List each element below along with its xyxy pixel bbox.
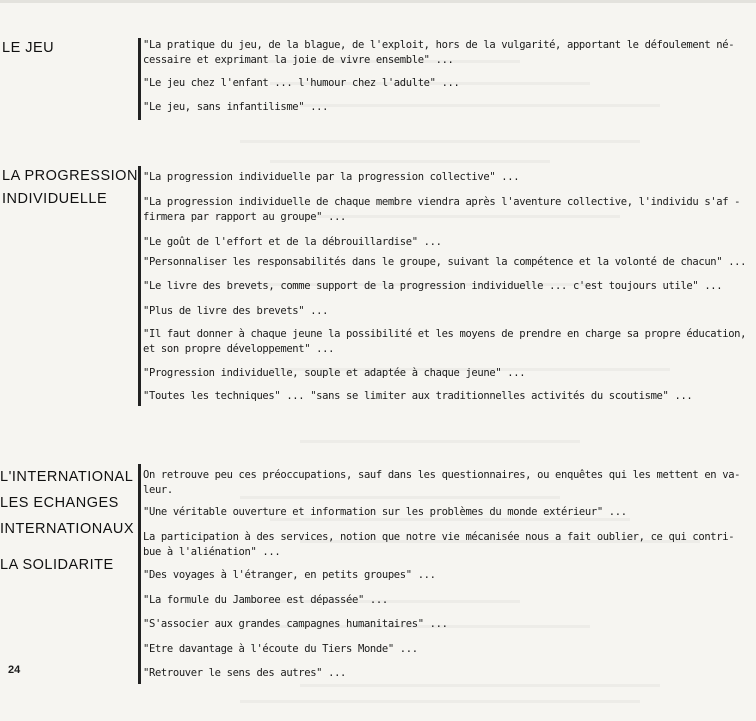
quote: [143, 530, 734, 560]
show-through-line: [270, 160, 550, 163]
section-bracket: [138, 38, 141, 120]
show-through-line: [300, 104, 660, 107]
heading-line: LA SOLIDARITE: [0, 557, 114, 573]
quote: [143, 642, 418, 657]
quote-line: "Une véritable ouverture et information sur les problèmes du monde extérieur" ...: [143, 506, 627, 518]
quote: [143, 170, 519, 185]
quote-line: "Personnaliser les responsabilités dans le groupe, suivant la compétence et la volonté de chacun" ...: [143, 256, 747, 268]
quote-line: "Progression individuelle, souple et adaptée à chaque jeune" ...: [143, 367, 526, 379]
quote-line: "Des voyages à l'étranger, en petits groupes" ...: [143, 569, 436, 581]
heading-line: INDIVIDUELLE: [2, 191, 108, 207]
quote: [143, 327, 746, 357]
heading-line: LES ECHANGES: [0, 495, 119, 511]
quote-line: "La formule du Jamboree est dépassée" ...: [143, 594, 388, 606]
quote-line: "Toutes les techniques" ... "sans se limiter aux traditionnelles activités du scoutisme" ...: [143, 390, 693, 402]
show-through-line: [300, 440, 580, 443]
quote: [143, 100, 328, 115]
section-bracket: [138, 166, 141, 406]
heading-line: LE JEU: [2, 40, 55, 56]
quote-line: "Etre davantage à l'écoute du Tiers Monde" ...: [143, 643, 418, 655]
show-through-line: [300, 684, 660, 687]
quote-line: cessaire et exprimant la joie de vivre ensemble" ...: [143, 54, 454, 66]
quote-line: "S'associer aux grandes campagnes humanitaires" ...: [143, 618, 448, 630]
quote: [143, 617, 448, 632]
quote-line: "Le jeu chez l'enfant ... l'humour chez l'adulte" ...: [143, 77, 460, 89]
quote: [143, 505, 627, 520]
quote: [143, 38, 734, 68]
quote-line: "La pratique du jeu, de la blague, de l'exploit, hors de la vulgarité, apportant le défoulement né-: [143, 39, 735, 51]
quote-line: leur.: [143, 484, 173, 496]
heading-line: INTERNATIONAUX: [0, 521, 135, 537]
quote-line: firmera par rapport au groupe" ...: [143, 211, 347, 223]
quote: [143, 666, 346, 681]
quote-line: et son propre développement" ...: [143, 343, 335, 355]
page-number: 24: [8, 664, 21, 676]
quote-line: "Il faut donner à chaque jeune la possibilité et les moyens de prendre en charge sa propre éducation,: [143, 328, 747, 340]
quote: [143, 468, 740, 498]
top-edge: [0, 0, 756, 3]
quote: [143, 76, 460, 91]
quote-line: La participation à des services, notion que notre vie mécanisée nous a fait oublier, ce qui contri-: [143, 531, 735, 543]
quote: [143, 255, 746, 270]
quote: [143, 568, 436, 583]
quote-line: "Le livre des brevets, comme support de la progression individuelle ... c'est toujours utile" ...: [143, 280, 723, 292]
heading-line: L'INTERNATIONAL: [0, 469, 134, 485]
section-heading-international: [0, 464, 134, 578]
show-through-line: [240, 700, 640, 703]
section-heading-progression: [2, 166, 138, 210]
heading-line: [0, 542, 134, 552]
quote: [143, 304, 328, 319]
show-through-line: [240, 140, 640, 143]
quote: [143, 279, 722, 294]
quote: [143, 593, 388, 608]
quote: [143, 195, 740, 225]
quote-line: "Le jeu, sans infantilisme" ...: [143, 101, 329, 113]
quote-line: "La progression individuelle par la progression collective" ...: [143, 171, 520, 183]
quote-line: bue à l'aliénation" ...: [143, 546, 281, 558]
quote-line: "La progression individuelle de chaque membre viendra après l'aventure collective, l'individu s'af -: [143, 196, 741, 208]
quote: [143, 235, 442, 250]
quote-line: On retrouve peu ces préoccupations, sauf dans les questionnaires, ou enquêtes qui les mettent en va-: [143, 469, 741, 481]
quote: [143, 389, 692, 404]
section-bracket: [138, 464, 141, 684]
section-heading-jeu: [2, 38, 54, 59]
quote-line: "Retrouver le sens des autres" ...: [143, 667, 347, 679]
heading-line: LA PROGRESSION: [2, 168, 138, 184]
quote-line: "Le goût de l'effort et de la débrouillardise" ...: [143, 236, 442, 248]
quote: [143, 366, 525, 381]
quote-line: "Plus de livre des brevets" ...: [143, 305, 329, 317]
